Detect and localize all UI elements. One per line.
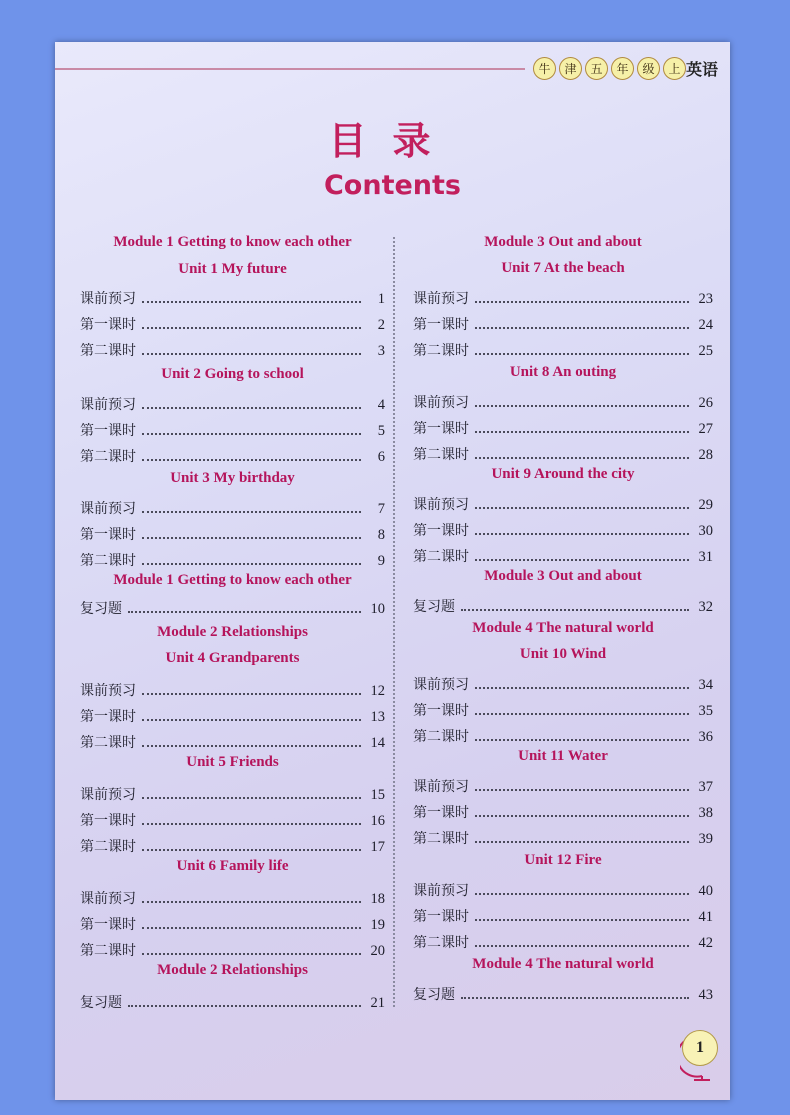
toc-entry xyxy=(80,912,385,934)
toc-entry xyxy=(80,522,385,544)
toc-entry-page: 42 xyxy=(698,935,713,951)
toc-entry xyxy=(80,730,385,752)
toc-entry-label: 第二课时 xyxy=(413,549,469,565)
dot-leader xyxy=(142,693,361,695)
toc-heading: Module 1 Getting to know each other xyxy=(113,234,352,250)
dot-leader xyxy=(475,945,689,947)
toc-entry-page: 37 xyxy=(698,779,713,795)
toc-heading: Module 4 The natural world xyxy=(472,956,654,972)
toc-entry-label: 课前预习 xyxy=(80,683,136,699)
toc-entry-page: 32 xyxy=(698,599,713,615)
toc-entry xyxy=(80,704,385,726)
toc-entry-label: 课前预习 xyxy=(413,779,469,795)
toc-entry xyxy=(80,990,385,1012)
toc-entry-label: 课前预习 xyxy=(413,677,469,693)
dot-leader xyxy=(475,405,689,407)
toc-entry-page: 19 xyxy=(370,917,385,933)
toc-entry-label: 第二课时 xyxy=(413,935,469,951)
toc-heading: Module 4 The natural world xyxy=(472,620,654,636)
toc-entry-label: 第一课时 xyxy=(80,527,136,543)
dot-leader xyxy=(475,353,689,355)
toc-entry xyxy=(80,312,385,334)
toc-heading: Unit 11 Water xyxy=(518,748,608,764)
toc-entry-label: 第二课时 xyxy=(80,943,136,959)
toc-entry-label: 第一课时 xyxy=(413,805,469,821)
dot-leader xyxy=(475,327,689,329)
toc-entry-page: 34 xyxy=(698,677,713,693)
toc-entry-label: 第一课时 xyxy=(413,703,469,719)
toc-entry xyxy=(413,800,713,822)
dot-leader xyxy=(475,533,689,535)
dot-leader xyxy=(142,407,361,409)
toc-heading: Unit 2 Going to school xyxy=(161,366,304,382)
toc-entry xyxy=(80,286,385,308)
toc-entry-label: 课前预习 xyxy=(413,883,469,899)
toc-entry-page: 20 xyxy=(370,943,385,959)
toc-heading: Unit 9 Around the city xyxy=(491,466,635,482)
toc-entry-page: 38 xyxy=(698,805,713,821)
dot-leader xyxy=(128,611,361,613)
toc-entry xyxy=(413,930,713,952)
toc-entry-page: 12 xyxy=(370,683,385,699)
dot-leader xyxy=(475,301,689,303)
grade-badge: 年 xyxy=(611,57,634,80)
toc-entry-page: 25 xyxy=(698,343,713,359)
grade-badge: 津 xyxy=(559,57,582,80)
dot-leader xyxy=(475,431,689,433)
toc-entry-label: 第二课时 xyxy=(80,839,136,855)
toc-entry xyxy=(413,390,713,412)
dot-leader xyxy=(475,789,689,791)
toc-entry-page: 7 xyxy=(377,501,385,517)
toc-entry xyxy=(413,904,713,926)
dot-leader xyxy=(142,719,361,721)
toc-entry xyxy=(413,518,713,540)
toc-entry xyxy=(80,808,385,830)
toc-entry xyxy=(413,878,713,900)
dot-leader xyxy=(475,919,689,921)
toc-heading: Unit 12 Fire xyxy=(524,852,602,868)
toc-entry-page: 26 xyxy=(698,395,713,411)
toc-entry-label: 第二课时 xyxy=(80,343,136,359)
toc-entry-label: 课前预习 xyxy=(80,891,136,907)
dot-leader xyxy=(461,997,689,999)
toc-entry xyxy=(413,982,713,1004)
toc-entry-page: 24 xyxy=(698,317,713,333)
dot-leader xyxy=(475,559,689,561)
toc-entry-page: 41 xyxy=(698,909,713,925)
column-divider xyxy=(393,237,395,1007)
toc-entry-page: 10 xyxy=(370,601,385,617)
toc-entry xyxy=(413,442,713,464)
toc-entry xyxy=(80,886,385,908)
toc-entry-label: 第一课时 xyxy=(80,709,136,725)
toc-entry-page: 21 xyxy=(370,995,385,1011)
toc-entry xyxy=(80,496,385,518)
dot-leader xyxy=(461,609,689,611)
toc-entry-page: 40 xyxy=(698,883,713,899)
toc-entry-label: 课前预习 xyxy=(413,497,469,513)
toc-entry xyxy=(80,444,385,466)
toc-entry xyxy=(80,782,385,804)
toc-entry xyxy=(413,416,713,438)
dot-leader xyxy=(142,459,361,461)
toc-entry xyxy=(413,594,713,616)
toc-entry-label: 第一课时 xyxy=(80,317,136,333)
toc-entry xyxy=(413,286,713,308)
dot-leader xyxy=(475,841,689,843)
toc-entry xyxy=(413,312,713,334)
toc-entry-label: 第二课时 xyxy=(413,447,469,463)
toc-entry xyxy=(80,678,385,700)
page-title-en: Contents xyxy=(323,170,461,201)
toc-heading: Module 3 Out and about xyxy=(484,234,642,250)
toc-entry-label: 课前预习 xyxy=(413,395,469,411)
subject-label: 英语 xyxy=(685,60,718,79)
grade-badge: 级 xyxy=(637,57,660,80)
dot-leader xyxy=(142,537,361,539)
book-page xyxy=(55,42,730,1100)
page-title-cn: 目录 xyxy=(328,119,457,163)
toc-entry-label: 课前预习 xyxy=(413,291,469,307)
dot-leader xyxy=(475,739,689,741)
toc-entry xyxy=(80,938,385,960)
toc-entry-page: 1 xyxy=(377,291,385,307)
toc-entry-label: 第二课时 xyxy=(80,735,136,751)
toc-entry-page: 39 xyxy=(698,831,713,847)
toc-entry-label: 第一课时 xyxy=(413,421,469,437)
toc-entry xyxy=(80,392,385,414)
toc-entry xyxy=(413,492,713,514)
grade-badges xyxy=(533,57,686,80)
toc-entry-label: 第一课时 xyxy=(80,917,136,933)
toc-entry-label: 第二课时 xyxy=(413,729,469,745)
toc-entry-label: 第二课时 xyxy=(80,553,136,569)
toc-entry xyxy=(80,418,385,440)
toc-entry xyxy=(413,724,713,746)
page-number: 1 xyxy=(682,1030,718,1066)
toc-entry-page: 8 xyxy=(377,527,385,543)
toc-entry-label: 第二课时 xyxy=(80,449,136,465)
toc-entry-page: 27 xyxy=(698,421,713,437)
toc-entry-label: 课前预习 xyxy=(80,291,136,307)
toc-entry-page: 17 xyxy=(370,839,385,855)
dot-leader xyxy=(142,901,361,903)
toc-entry-page: 2 xyxy=(377,317,385,333)
toc-entry-page: 29 xyxy=(698,497,713,513)
toc-entry-label: 第一课时 xyxy=(80,813,136,829)
toc-entry xyxy=(80,338,385,360)
toc-heading: Unit 6 Family life xyxy=(176,858,289,874)
toc-entry xyxy=(413,338,713,360)
toc-entry-page: 14 xyxy=(370,735,385,751)
toc-entry-label: 课前预习 xyxy=(80,501,136,517)
toc-entry-page: 30 xyxy=(698,523,713,539)
toc-entry-label: 课前预习 xyxy=(80,397,136,413)
toc-entry-label: 第一课时 xyxy=(80,423,136,439)
toc-entry xyxy=(413,826,713,848)
toc-entry-label: 复习题 xyxy=(413,599,455,615)
toc-entry-label: 复习题 xyxy=(413,987,455,1003)
toc-entry-page: 15 xyxy=(370,787,385,803)
dot-leader xyxy=(142,927,361,929)
toc-entry xyxy=(80,548,385,570)
toc-heading: Unit 5 Friends xyxy=(186,754,279,770)
toc-entry xyxy=(80,596,385,618)
grade-badge: 五 xyxy=(585,57,608,80)
toc-entry-page: 4 xyxy=(377,397,385,413)
toc-entry-label: 第二课时 xyxy=(413,343,469,359)
toc-entry-page: 31 xyxy=(698,549,713,565)
toc-heading: Unit 1 My future xyxy=(178,261,287,277)
dot-leader xyxy=(142,563,361,565)
toc-entry-page: 18 xyxy=(370,891,385,907)
toc-entry-page: 36 xyxy=(698,729,713,745)
toc-entry-page: 3 xyxy=(377,343,385,359)
toc-entry-label: 第一课时 xyxy=(413,317,469,333)
toc-entry-page: 23 xyxy=(698,291,713,307)
toc-entry-page: 5 xyxy=(377,423,385,439)
toc-entry-label: 课前预习 xyxy=(80,787,136,803)
dot-leader xyxy=(475,457,689,459)
toc-entry-label: 复习题 xyxy=(80,995,122,1011)
grade-badge: 上 xyxy=(663,57,686,80)
dot-leader xyxy=(128,1005,361,1007)
dot-leader xyxy=(142,953,361,955)
dot-leader xyxy=(475,507,689,509)
toc-heading: Module 2 Relationships xyxy=(157,624,308,640)
dot-leader xyxy=(142,823,361,825)
dot-leader xyxy=(142,849,361,851)
dot-leader xyxy=(475,815,689,817)
dot-leader xyxy=(142,511,361,513)
grade-badge: 牛 xyxy=(533,57,556,80)
dot-leader xyxy=(475,893,689,895)
toc-entry xyxy=(413,698,713,720)
toc-entry-label: 第一课时 xyxy=(413,523,469,539)
toc-entry-page: 9 xyxy=(377,553,385,569)
dot-leader xyxy=(142,797,361,799)
toc-entry-label: 复习题 xyxy=(80,601,122,617)
toc-entry xyxy=(413,544,713,566)
dot-leader xyxy=(142,301,361,303)
toc-entry-page: 13 xyxy=(370,709,385,725)
toc-heading: Unit 4 Grandparents xyxy=(165,650,300,666)
toc-entry xyxy=(413,672,713,694)
toc-entry-page: 6 xyxy=(377,449,385,465)
toc-entry-page: 16 xyxy=(370,813,385,829)
toc-heading: Unit 8 An outing xyxy=(509,364,617,380)
dot-leader xyxy=(142,327,361,329)
toc-heading: Module 2 Relationships xyxy=(157,962,308,978)
toc-entry xyxy=(80,834,385,856)
dot-leader xyxy=(142,433,361,435)
toc-entry-page: 28 xyxy=(698,447,713,463)
dot-leader xyxy=(142,745,361,747)
dot-leader xyxy=(142,353,361,355)
toc-heading: Module 3 Out and about xyxy=(484,568,642,584)
dot-leader xyxy=(475,713,689,715)
header-rule xyxy=(55,68,525,70)
toc-entry-label: 第二课时 xyxy=(413,831,469,847)
toc-entry xyxy=(413,774,713,796)
toc-heading: Module 1 Getting to know each other xyxy=(113,572,352,588)
toc-heading: Unit 3 My birthday xyxy=(170,470,295,486)
toc-heading: Unit 10 Wind xyxy=(519,646,607,662)
toc-heading: Unit 7 At the beach xyxy=(501,260,625,276)
toc-entry-page: 43 xyxy=(698,987,713,1003)
toc-entry-page: 35 xyxy=(698,703,713,719)
dot-leader xyxy=(475,687,689,689)
toc-entry-label: 第一课时 xyxy=(413,909,469,925)
